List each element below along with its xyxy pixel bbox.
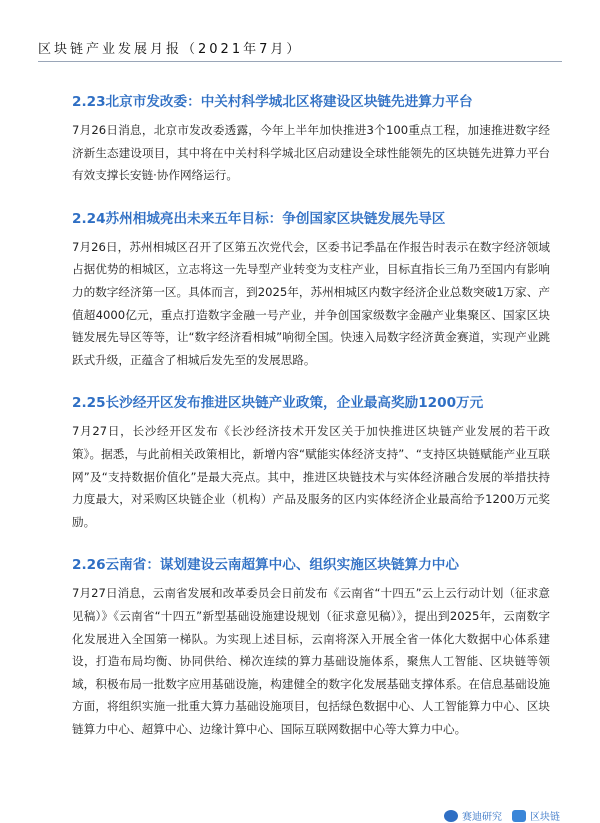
section-paragraph: 7月26日，苏州相城区召开了区第五次党代会，区委书记季晶在作报告时表示在数字经济领域占据优势的相城区，立志将这一先导型产业转变为支柱产业，目标直指长三角乃至国内有影响力的数字经济第一区。具体而言，到2025年，苏州相城区内数字经济企业总数突破1万家、产值超4000亿元，重点打造数字金融一号产业，并争创国家级数字金融产业集聚区、国家区块链发展先导区等等，让“数字经济看相城”响彻全国。快速入局数字经济黄金赛道，实现产业跳跃式升级，正蕴含了相城后发先至的发展思路。 <box>72 239 550 367</box>
report-header-title: 区块链产业发展月报（2021年7月） <box>38 42 303 57</box>
section-heading: 2.23北京市发改委：中关村科学城北区将建设区块链先进算力平台 <box>72 94 473 110</box>
publisher-logo <box>444 808 502 823</box>
news-section <box>72 555 550 740</box>
section-paragraph: 7月27日消息，云南省发展和改革委员会日前发布《云南省“十四五”云上云行动计划（征求意见稿）》《云南省“十四五”新型基础设施建设规划（征求意见稿）》，提出到2025年，云南数字化发展进入全国第一梯队。为实现上述目标，云南将深入开展全省一体化大数据中心体系建设，打造布局均衡、协同供给、梯次连续的算力基础设施体系，聚焦人工智能、区块链等领域，积极布局一批数字应用基础设施，构建健全的数字化发展基础支撑体系。在信息基础设施方面，将组织实施一批重大算力基础设施项目，包括绿色数据中心、人工智能算力中心、区块链算力中心、超算中心、边缘计算中心、国际互联网数据中心等大算力中心。 <box>72 586 550 736</box>
section-heading: 2.25长沙经开区发布推进区块链产业政策，企业最高奖励1200万元 <box>72 395 484 412</box>
partner-logo-text: 区块链 <box>530 812 560 823</box>
news-section <box>72 209 550 372</box>
footer-logos <box>444 808 560 823</box>
main-content <box>72 92 550 762</box>
section-heading: 2.24苏州相城亮出未来五年目标：争创国家区块链发展先导区 <box>72 210 446 227</box>
news-section <box>72 92 550 187</box>
publisher-logo-text: 赛迪研究 <box>462 812 502 823</box>
partner-logo-icon <box>512 810 526 822</box>
news-section <box>72 393 550 533</box>
partner-logo <box>512 808 560 823</box>
section-paragraph: 7月27日，长沙经开区发布《长沙经济技术开发区关于加快推进区块链产业发展的若干政策》。据悉，与此前相关政策相比，新增内容“赋能实体经济支持”、“支持区块链赋能产业互联网”及“支持数据价值化”是最大亮点。其中，推进区块链技术与实体经济融合发展的举措扶持力度最大，对采购区块链企业（机构）产品及服务的区内实体经济企业最高给予1200万元奖励。 <box>72 424 550 529</box>
section-heading: 2.26云南省：谋划建设云南超算中心、组织实施区块链算力中心 <box>72 557 459 574</box>
section-paragraph: 7月26日消息，北京市发改委透露，今年上半年加快推进3个100重点工程，加速推进数字经济新生态建设项目，其中将在中关村科学城北区启动建设全球性能领先的区块链先进算力平台有效支撑长安链·协作网络运行。 <box>72 123 550 183</box>
publisher-logo-icon <box>444 810 458 822</box>
header-divider <box>38 61 562 62</box>
